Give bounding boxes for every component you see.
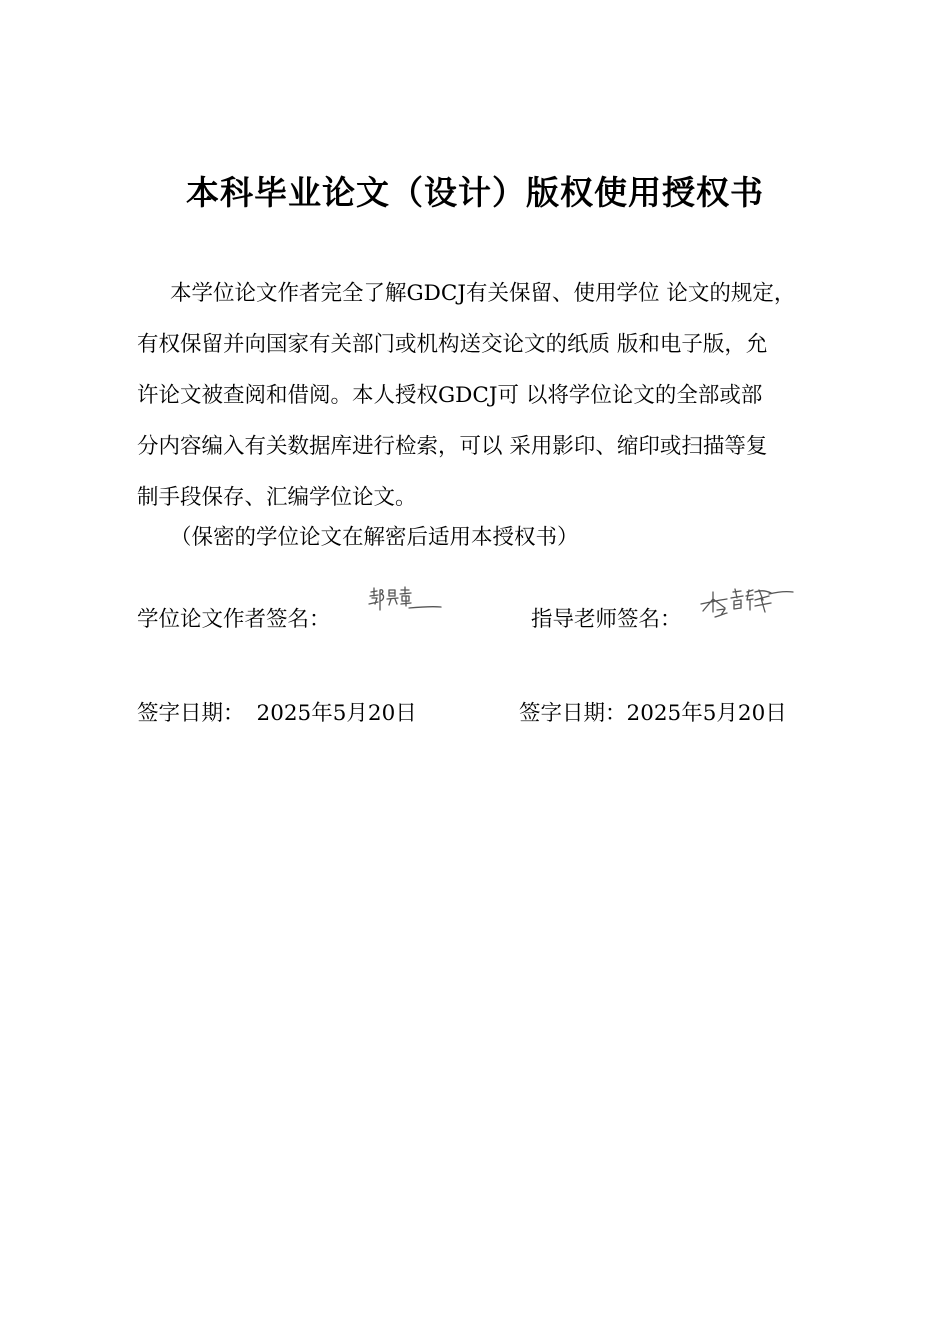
advisor-date (519, 692, 787, 736)
date-row (137, 692, 857, 736)
author-signature (365, 584, 445, 624)
confidentiality-note: （保密的学位论文在解密后适用本授权书） (170, 525, 579, 550)
author-date-value: 2025年5月20日 (256, 701, 417, 726)
author-signature-label: 学位论文作者签名： (137, 607, 331, 632)
paragraph-line: 许论文被查阅和借阅。本人授权GDCJ可 以将学位论文的全部或部 (137, 383, 763, 408)
advisor-signature (697, 584, 797, 624)
author-date (137, 692, 417, 736)
authorization-paragraph (137, 268, 847, 523)
paragraph-line: 有权保留并向国家有关部门或机构送交论文的纸质 版和电子版，允 (137, 332, 768, 357)
page-title: 本科毕业论文（设计）版权使用授权书 (186, 173, 764, 212)
advisor-date-label: 签字日期： (519, 701, 627, 726)
paragraph-line: 制手段保存、汇编学位论文。 (137, 485, 417, 510)
author-date-label: 签字日期： (137, 701, 245, 726)
paragraph-line: 分内容编入有关数据库进行检索，可以 采用影印、缩印或扫描等复 (137, 434, 768, 459)
advisor-signature-label: 指导老师签名： (531, 607, 682, 632)
signature-row (137, 598, 837, 642)
advisor-date-value: 2025年5月20日 (626, 701, 787, 726)
paragraph-line: 本学位论文作者完全了解GDCJ有关保留、使用学位 论文的规定， (170, 281, 796, 306)
